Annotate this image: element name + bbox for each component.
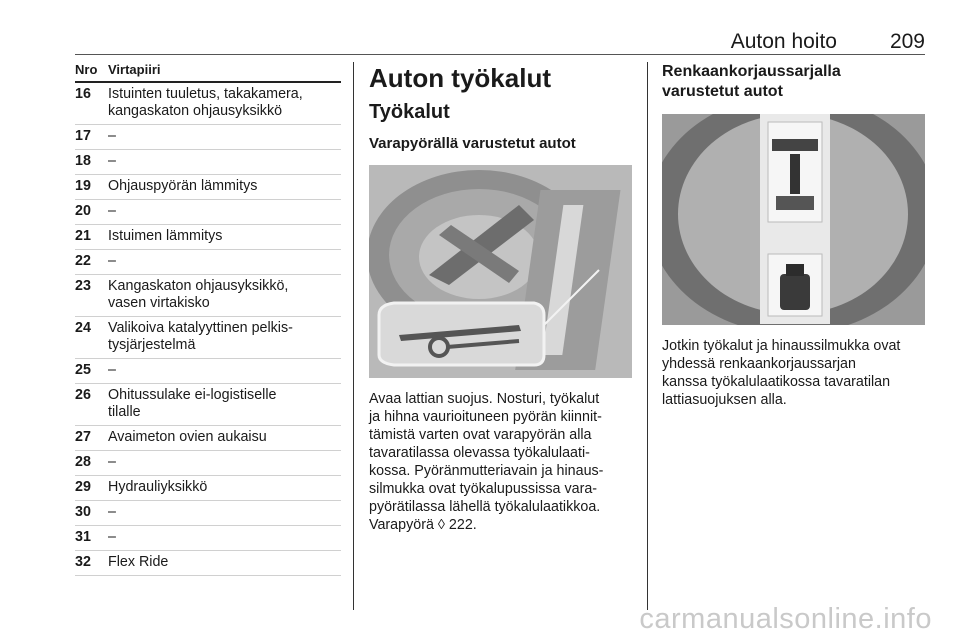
row-circuit-line: Valikoiva katalyyttinen pelkis- (108, 320, 293, 336)
row-number: 20 (75, 203, 91, 219)
row-number: 29 (75, 479, 91, 495)
header-rule (75, 54, 925, 55)
tools-section (369, 62, 634, 534)
table-row (75, 200, 341, 225)
table-row (75, 501, 341, 526)
row-circuit-line: kangaskaton ohjausyksikkö (108, 103, 283, 119)
repair-kit-image (662, 114, 925, 325)
row-circuit (108, 479, 341, 496)
text-line: kanssa työkalulaatikossa tavaratilan (662, 374, 891, 390)
row-circuit (108, 253, 341, 270)
row-circuit (108, 362, 341, 379)
repair-kit-heading (662, 62, 927, 102)
row-circuit (108, 387, 341, 421)
table-row (75, 426, 341, 451)
row-number: 31 (75, 529, 91, 545)
text-line: ja hihna vaurioituneen pyörän kiinnit- (369, 409, 602, 425)
row-circuit-line: tilalle (108, 404, 141, 420)
row-circuit (108, 504, 341, 521)
column-divider (647, 62, 648, 610)
table-row (75, 359, 341, 384)
row-circuit (108, 203, 341, 220)
row-circuit (108, 86, 341, 120)
text-line: Avaa lattian suojus. Nosturi, työkalut (369, 391, 600, 407)
row-number: 16 (75, 86, 91, 102)
repair-kit-section (662, 62, 927, 409)
table-header (75, 62, 341, 83)
row-circuit-line: – (108, 253, 116, 269)
heading-line: Renkaankorjaussarjalla (662, 63, 841, 80)
row-circuit-line: – (108, 529, 116, 545)
table-row (75, 476, 341, 501)
table-row (75, 275, 341, 317)
row-number: 18 (75, 153, 91, 169)
section-title: Auton hoito (730, 30, 837, 53)
text-line: pyörätilassa lähellä työkalulaatikkoa. (369, 499, 601, 515)
table-row (75, 83, 341, 125)
row-circuit (108, 228, 341, 245)
fuse-table (75, 62, 341, 576)
spare-wheel-description (369, 390, 634, 534)
row-circuit (108, 320, 341, 354)
row-number: 25 (75, 362, 91, 378)
subsection-heading: Työkalut (369, 101, 450, 123)
text-line: silmukka ovat työkalupussissa vara- (369, 481, 598, 497)
row-circuit-line: tysjärjestelmä (108, 337, 196, 353)
row-circuit-line: – (108, 128, 116, 144)
row-number: 24 (75, 320, 91, 336)
repair-kit-description (662, 337, 927, 409)
row-circuit-line: – (108, 504, 116, 520)
table-row (75, 175, 341, 200)
row-number: 27 (75, 429, 91, 445)
row-number: 19 (75, 178, 91, 194)
row-circuit (108, 454, 341, 471)
table-row (75, 317, 341, 359)
heading-line: varustetut autot (662, 83, 783, 100)
page-header (75, 30, 925, 54)
row-circuit-line: Avaimeton ovien aukaisu (108, 429, 267, 445)
table-row (75, 551, 341, 576)
spare-wheel-heading: Varapyörällä varustetut autot (369, 135, 576, 152)
row-number: 26 (75, 387, 91, 403)
row-circuit-line: Ohitussulake ei-logistiselle (108, 387, 277, 403)
table-row (75, 384, 341, 426)
header-virtapiiri: Virtapiiri (108, 62, 161, 77)
row-circuit (108, 178, 341, 195)
row-circuit-line: Flex Ride (108, 554, 169, 570)
row-circuit-line: – (108, 203, 116, 219)
row-circuit-line: Istuimen lämmitys (108, 228, 223, 244)
table-body (75, 83, 341, 576)
table-row (75, 451, 341, 476)
page-number: 209 (889, 30, 925, 53)
row-circuit-line: Ohjauspyörän lämmitys (108, 178, 258, 194)
text-line: tämistä varten ovat varapyörän alla (369, 427, 592, 443)
row-circuit-line: Hydrauliyksikkö (108, 479, 208, 495)
row-number: 22 (75, 253, 91, 269)
table-row (75, 125, 341, 150)
text-line: Jotkin työkalut ja hinaussilmukka ovat (662, 338, 901, 354)
row-circuit (108, 554, 341, 571)
row-circuit (108, 529, 341, 546)
row-circuit (108, 429, 341, 446)
row-number: 23 (75, 278, 91, 294)
row-number: 17 (75, 128, 91, 144)
row-number: 28 (75, 454, 91, 470)
row-circuit-line: Istuinten tuuletus, takakamera, (108, 86, 303, 102)
table-row (75, 225, 341, 250)
row-circuit-line: – (108, 454, 116, 470)
table-row (75, 150, 341, 175)
row-circuit-line: – (108, 362, 116, 378)
row-circuit (108, 153, 341, 170)
table-row (75, 250, 341, 275)
row-circuit (108, 128, 341, 145)
row-number: 21 (75, 228, 91, 244)
column-divider (353, 62, 354, 610)
row-number: 32 (75, 554, 91, 570)
text-line: Varapyörä ◊ 222. (369, 517, 477, 533)
table-row (75, 526, 341, 551)
row-circuit-line: – (108, 153, 116, 169)
watermark: carmanualsonline.info (639, 603, 932, 635)
text-line: lattiasuojuksen alla. (662, 392, 787, 408)
text-line: tavaratilassa olevassa työkalulaati- (369, 445, 590, 461)
row-circuit (108, 278, 341, 312)
text-line: kossa. Pyöränmutteriavain ja hinaus- (369, 463, 604, 479)
row-circuit-line: vasen virtakisko (108, 295, 210, 311)
header-nro: Nro (75, 62, 98, 77)
spare-wheel-tools-image (369, 165, 632, 378)
section-heading: Auton työkalut (369, 63, 551, 93)
text-line: yhdessä renkaankorjaussarjan (662, 356, 856, 372)
row-circuit-line: Kangaskaton ohjausyksikkö, (108, 278, 289, 294)
row-number: 30 (75, 504, 91, 520)
